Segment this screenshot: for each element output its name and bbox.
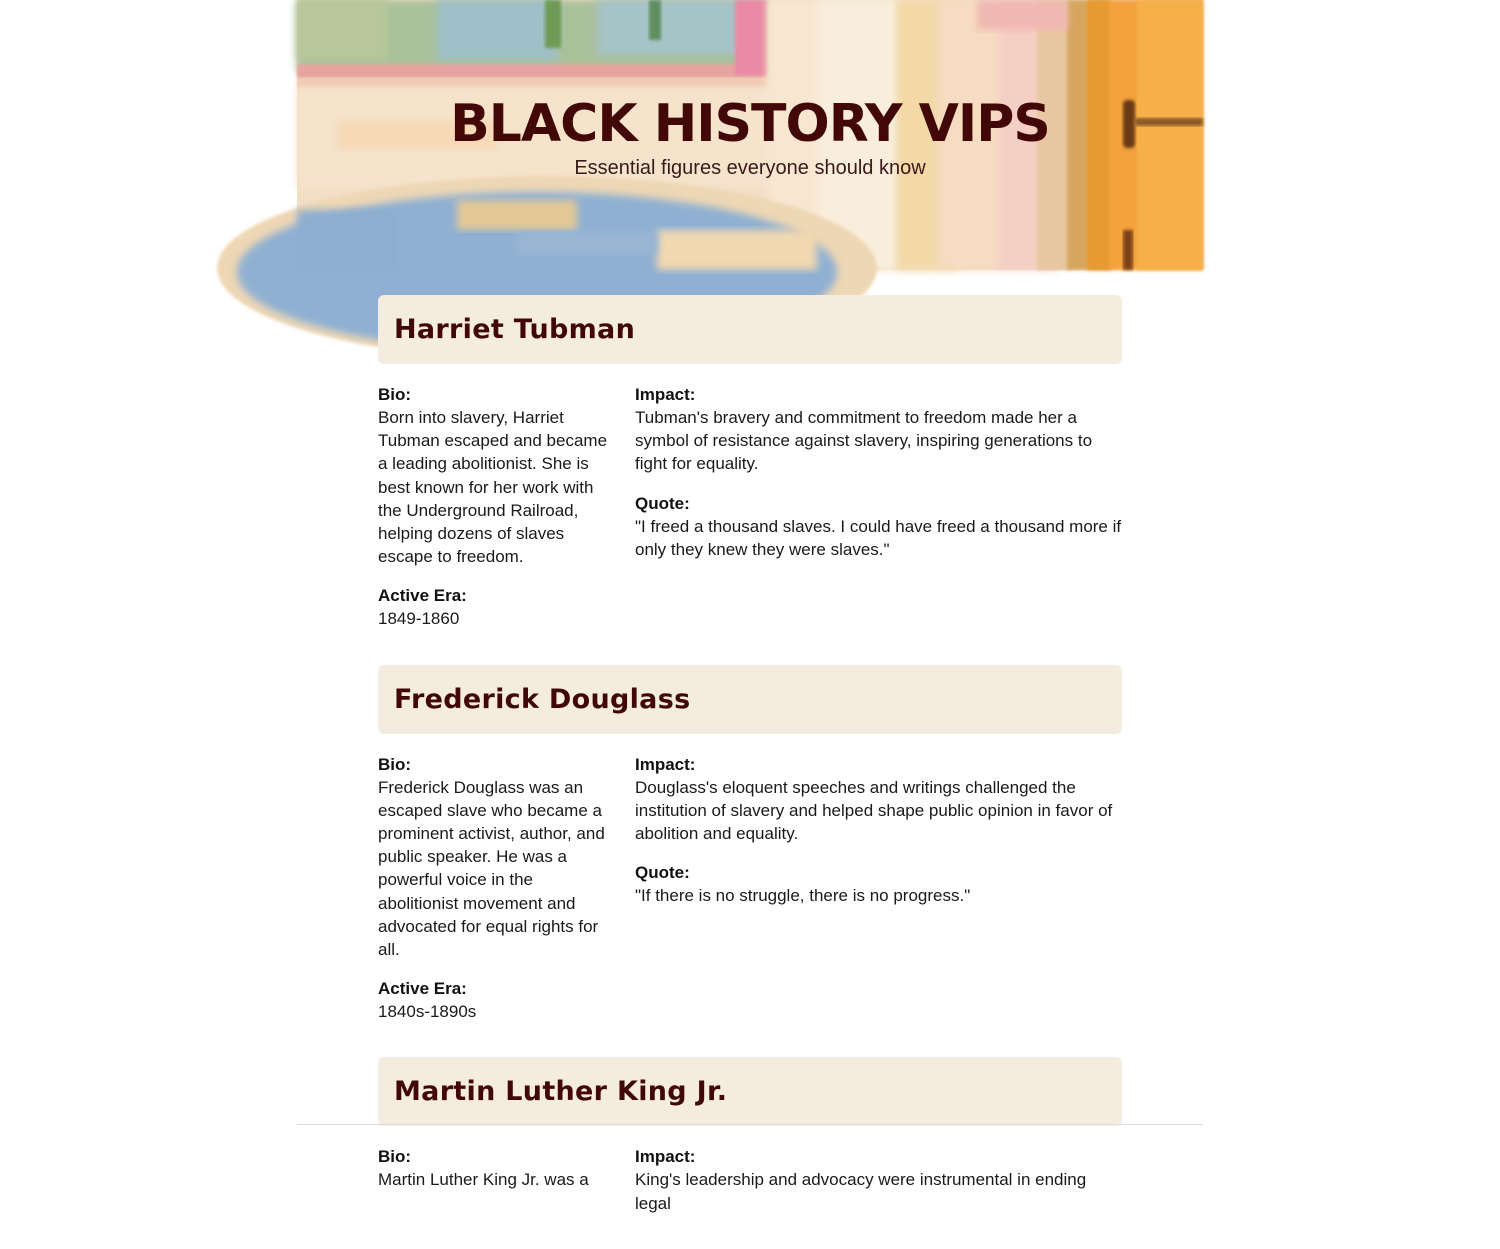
figure-name-box bbox=[378, 1057, 1122, 1126]
bio-label: Bio: bbox=[378, 1147, 412, 1167]
impact-text: Douglass's eloquent speeches and writings challenged the institution of slavery and helped shape public opinion in favor of abolition and equality. bbox=[635, 777, 1113, 844]
hero-banner bbox=[297, 0, 1203, 270]
bio-field bbox=[378, 383, 616, 568]
quote-field bbox=[635, 861, 1122, 907]
impact-text: Tubman's bravery and commitment to freedom made her a symbol of resistance against slavery, inspiring generations to fight for equality. bbox=[635, 408, 1093, 474]
quote-label: Quote: bbox=[635, 493, 690, 513]
era-field bbox=[378, 977, 616, 1023]
bio-label: Bio: bbox=[378, 754, 412, 774]
quote-text: "If there is no struggle, there is no progress." bbox=[635, 886, 971, 906]
figure-card bbox=[378, 1057, 1122, 1230]
figure-left-column bbox=[378, 1145, 616, 1230]
figure-name: Harriet Tubman bbox=[394, 314, 636, 345]
figure-details bbox=[378, 753, 1122, 1040]
bio-label: Bio: bbox=[378, 385, 412, 404]
figure-right-column bbox=[635, 1145, 1122, 1230]
era-label: Active Era: bbox=[378, 586, 467, 606]
figure-left-column bbox=[378, 753, 616, 1040]
quote-label: Quote: bbox=[635, 863, 690, 883]
figure-details bbox=[378, 1145, 1122, 1230]
bio-field bbox=[378, 753, 616, 962]
impact-label: Impact: bbox=[635, 754, 696, 774]
era-text: 1840s-1890s bbox=[378, 1002, 477, 1022]
page-subtitle: Essential figures everyone should know bbox=[574, 157, 926, 179]
figure-right-column bbox=[635, 753, 1122, 1040]
quote-text: "I freed a thousand slaves. I could have freed a thousand more if only they knew they were slaves." bbox=[635, 516, 1122, 559]
impact-label: Impact: bbox=[635, 385, 696, 404]
figure-name: Frederick Douglass bbox=[394, 683, 691, 715]
impact-field bbox=[635, 1145, 1122, 1214]
figure-left-column bbox=[378, 383, 616, 647]
era-text: 1849-1860 bbox=[378, 609, 460, 629]
bio-text: Martin Luther King Jr. was a bbox=[378, 1170, 589, 1190]
impact-field bbox=[635, 383, 1122, 476]
figure-name-box bbox=[378, 665, 1122, 734]
era-label: Active Era: bbox=[378, 979, 467, 999]
figures-list bbox=[378, 295, 1122, 1249]
figure-right-column bbox=[635, 383, 1122, 647]
figure-name: Martin Luther King Jr. bbox=[394, 1076, 728, 1108]
quote-field bbox=[635, 492, 1122, 561]
impact-label: Impact: bbox=[635, 1147, 696, 1167]
page-title: BLACK HISTORY VIPS bbox=[450, 94, 1050, 154]
bio-text: Frederick Douglass was an escaped slave who became a prominent activist, author, and public speaker. He was a powerful voice in the abolitionist movement and advocated for equal rights for all. bbox=[378, 777, 605, 960]
figure-name-box bbox=[378, 295, 1122, 364]
impact-text: King's leadership and advocacy were instrumental in ending legal bbox=[635, 1170, 1087, 1213]
figure-details bbox=[378, 383, 1122, 647]
bio-text: Born into slavery, Harriet Tubman escaped and became a leading abolitionist. She is best known for her work with the Underground Railroad, helping dozens of slaves escape to freedom. bbox=[378, 408, 608, 567]
era-field bbox=[378, 584, 616, 630]
bio-field bbox=[378, 1145, 616, 1191]
figure-card bbox=[378, 295, 1122, 647]
page-bottom-divider bbox=[297, 1124, 1203, 1125]
page bbox=[297, 0, 1203, 1213]
impact-field bbox=[635, 753, 1122, 846]
figure-card bbox=[378, 665, 1122, 1040]
